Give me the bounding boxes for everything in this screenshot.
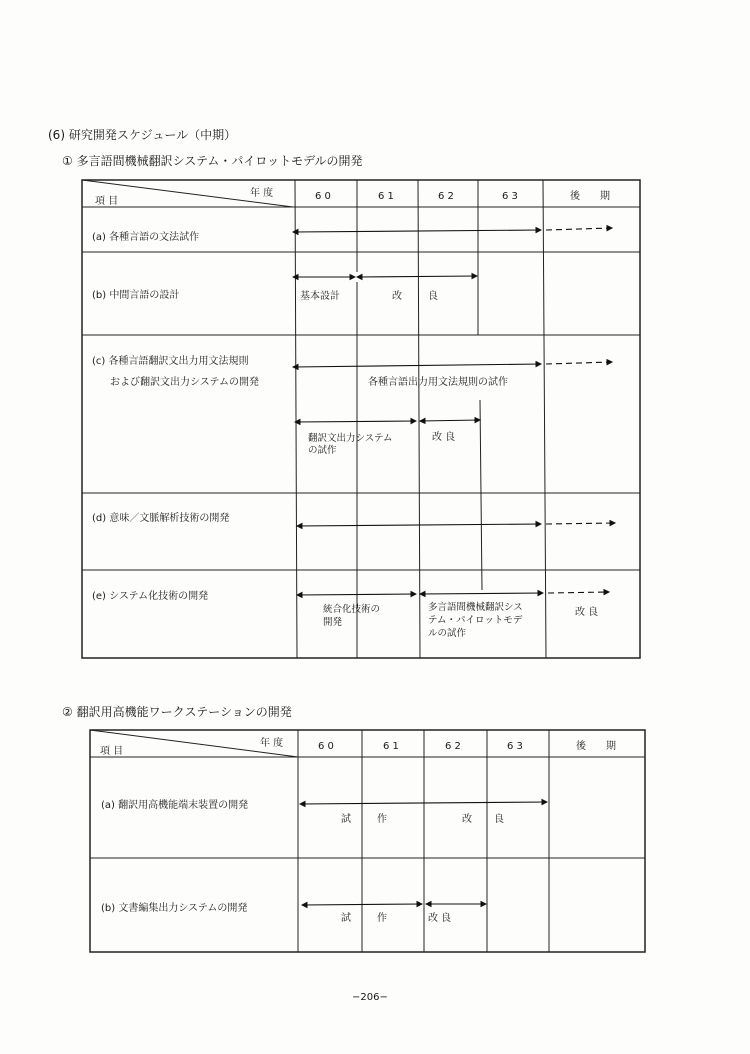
col-63: 6 3 bbox=[502, 191, 518, 202]
section-title: (6) 研究開発スケジュール（中期） bbox=[48, 128, 237, 142]
year-header: 年 度 bbox=[260, 738, 284, 749]
col-62: 6 2 bbox=[445, 741, 461, 752]
row-c-label2: および翻訳文出力システムの開発 bbox=[110, 377, 259, 388]
note-output-trial: の試作 bbox=[308, 445, 337, 456]
col-62: 6 2 bbox=[438, 191, 454, 202]
bar-c-improve bbox=[420, 420, 480, 421]
note-ryo: 良 bbox=[428, 291, 438, 302]
bar-c-grammar bbox=[293, 364, 541, 367]
row-b-label: (b) 中間言語の設計 bbox=[92, 290, 180, 301]
year-header: 年 度 bbox=[250, 188, 274, 199]
note-pilot2: テム・パイロットモデ bbox=[428, 615, 523, 626]
note-shi: 試 bbox=[341, 913, 351, 924]
row-a-label: (a) 翻訳用高機能端末装置の開発 bbox=[101, 800, 249, 811]
col-later: 後 期 bbox=[576, 741, 616, 752]
note-saku: 作 bbox=[377, 814, 387, 825]
bar-d-later bbox=[546, 523, 615, 524]
note-later-improve: 改 良 bbox=[575, 607, 599, 618]
bar-c-output bbox=[295, 421, 416, 422]
note-ryo: 良 bbox=[494, 814, 504, 825]
item-header: 項 目 bbox=[95, 196, 119, 207]
row-e-label: (e) システム化技術の開発 bbox=[92, 591, 209, 602]
note-basic-design: 基本設計 bbox=[300, 291, 340, 302]
bar-a-later bbox=[546, 228, 612, 230]
note-pilot3: ルの試作 bbox=[428, 628, 467, 639]
col-61: 6 1 bbox=[378, 191, 394, 202]
col-later: 後 期 bbox=[570, 191, 610, 202]
note-output-system: 翻訳文出力システム bbox=[308, 433, 393, 444]
col-61: 6 1 bbox=[383, 741, 399, 752]
bar-c-later bbox=[546, 362, 612, 364]
row-a-label: (a) 各種言語の文法試作 bbox=[92, 232, 200, 243]
bar-e-integration bbox=[297, 594, 416, 595]
row-d-label: (d) 意味／文脈解析技術の開発 bbox=[92, 513, 230, 524]
note-improve: 改 良 bbox=[428, 913, 452, 924]
note-integration2: 開発 bbox=[323, 617, 343, 628]
bar-e-later bbox=[548, 592, 609, 593]
note-improve: 改 良 bbox=[432, 432, 456, 443]
bar-b-improve bbox=[357, 276, 477, 277]
table2-title: ② 翻訳用高機能ワークステーションの開発 bbox=[62, 705, 292, 719]
col-60: 6 0 bbox=[315, 191, 331, 202]
note-pilot1: 多言語間機械翻訳シス bbox=[428, 602, 523, 613]
row-c-label: (c) 各種言語翻訳文出力用文法規則 bbox=[92, 356, 249, 367]
note-saku: 作 bbox=[377, 913, 387, 924]
note-grammar-trial: 各種言語出力用文法規則の試作 bbox=[368, 377, 508, 388]
schedule-table-1 bbox=[82, 180, 640, 658]
bar-2b-trial bbox=[302, 904, 422, 905]
bar-e-pilot bbox=[420, 593, 543, 594]
bar-a bbox=[293, 230, 541, 232]
note-integration: 統合化技術の bbox=[323, 604, 381, 615]
schedule-table-2 bbox=[90, 730, 645, 952]
col-60: 6 0 bbox=[318, 741, 334, 752]
row-b-label: (b) 文書編集出力システムの開発 bbox=[101, 903, 248, 914]
note-kai: 改 bbox=[392, 291, 402, 302]
item-header: 項 目 bbox=[100, 746, 124, 757]
page-number: −206− bbox=[352, 992, 388, 1003]
note-kai: 改 bbox=[462, 814, 472, 825]
table1-title: ① 多言語間機械翻訳システム・パイロットモデルの開発 bbox=[62, 154, 363, 168]
col-63: 6 3 bbox=[507, 741, 523, 752]
note-shi: 試 bbox=[341, 814, 351, 825]
